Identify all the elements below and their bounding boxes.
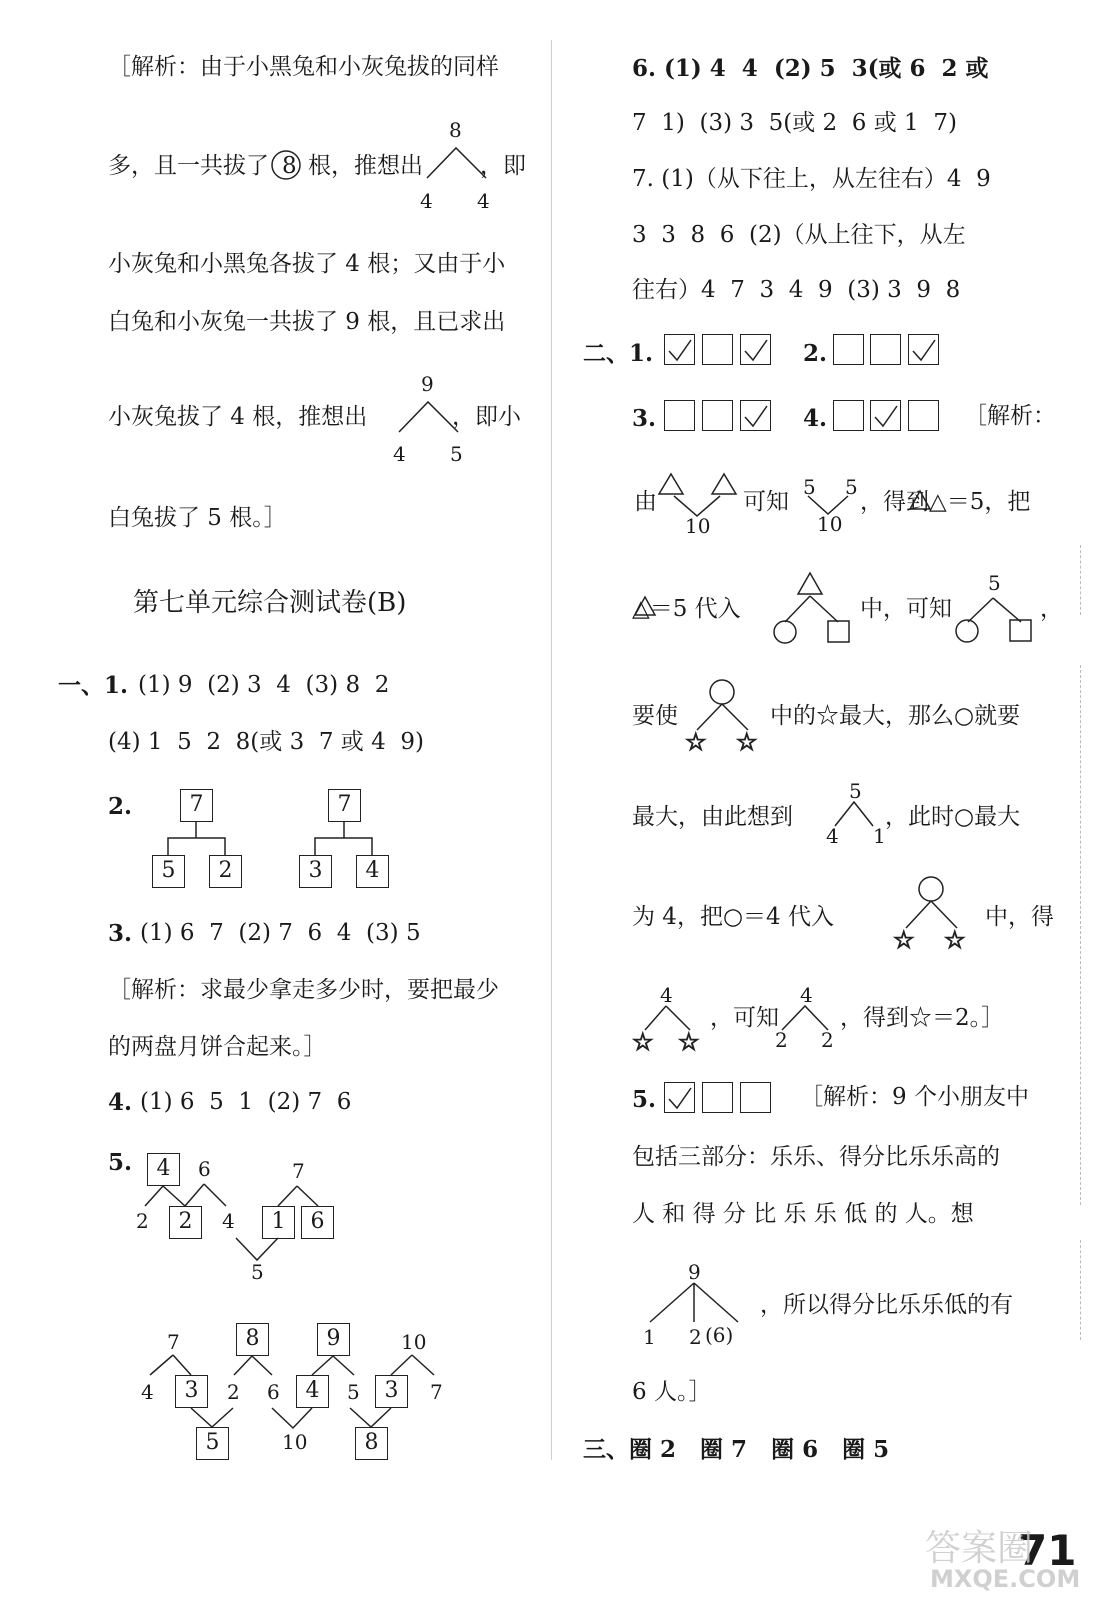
circled-number: 8 [282,153,297,179]
number-box: 1 [262,1206,295,1239]
tree-lines [650,1283,738,1322]
r6-text-a: ，可知 [710,1005,779,1031]
r1-text-c: ，得到△＝5，把 [860,489,1031,515]
number-box: 3 [299,855,332,888]
number-box: 4 [147,1153,180,1186]
r6-text-b: ，得到☆＝2。］ [840,1005,1005,1031]
section-3: 三、圈 2 圈 7 圈 6 圈 5 [583,1436,890,1463]
q3-line-3: 的两盘月饼合起来。］ [108,1034,327,1060]
number-box: 5 [152,855,185,888]
analysis-line-4: 白兔和小灰兔一共拔了 9 根，且已求出 [108,309,506,335]
q3-label: 3. [108,920,133,947]
tree-number: 2 [136,1209,149,1233]
tree-lines [906,901,957,928]
tree-number: 6 [267,1380,280,1404]
tree-lines [350,1408,391,1427]
tree-top: 9 [421,372,434,396]
analysis-line-3: 小灰兔和小黑兔各拔了 4 根；又由于小 [108,251,506,277]
q2-label: 2. [108,793,133,820]
tree-lines [191,1408,233,1427]
tree-right: 4 [477,189,490,213]
circle-icon [956,620,978,642]
number-box: 2 [209,855,242,888]
number-box: 8 [355,1427,388,1460]
margin-dash [1080,545,1081,615]
number-box: 4 [296,1375,329,1408]
checked-box [664,334,695,365]
square-icon [828,621,849,642]
number-box: 2 [169,1206,202,1239]
tree-lines [236,1238,278,1260]
star-icon: ☆ [944,926,966,954]
tree-left: 1 [643,1325,656,1349]
q1-line-1: (1) 9 (2) 3 4 (3) 8 2 [138,672,390,698]
tree-top: 8 [449,118,462,142]
tree-top: 9 [688,1260,701,1284]
column-divider [551,40,552,1460]
tree-top: 4 [800,983,813,1007]
tree-lines [312,1356,354,1375]
checked-box [740,400,771,431]
q7-line-3: 往右）4 7 3 4 9 (3) 3 9 8 [632,277,961,303]
tree-number: 4 [222,1209,235,1233]
tree-lines [785,596,838,622]
r1-text-b: 可知 [743,489,789,515]
r1-text-a: 由 [634,489,657,515]
analysis-line-2c: ，即 [480,153,526,179]
tree-number: 7 [167,1330,180,1354]
margin-dash [1080,665,1081,1205]
tree-lines [168,822,225,855]
number-box: 7 [180,789,213,822]
number-box: 9 [317,1323,350,1356]
r2-text-a: △＝5 代入 [632,596,741,622]
tree-lines [391,1355,434,1375]
tree-number: 5 [251,1260,264,1284]
tree-right: 5 [450,442,463,466]
tree-number: 10 [685,514,711,538]
tree-number: 7 [430,1380,443,1404]
tree-lines [278,1186,318,1206]
star-icon: ☆ [685,728,707,756]
tree-lines [835,802,873,826]
r3-text-a: 要使 [632,703,678,729]
q5-note: ［解析：9 个小朋友中 [800,1084,1029,1110]
tree-lines [697,704,748,730]
tree-number: 10 [282,1430,308,1454]
star-icon: ☆ [632,1028,654,1056]
star-icon: ☆ [678,1028,700,1056]
r2-text-c: ， [1040,596,1063,622]
margin-dash [1080,1240,1081,1340]
tree-lines [674,496,720,516]
tree-mid: 2 [689,1325,702,1349]
tree-lines [234,1356,272,1375]
tree-left: 4 [826,824,839,848]
r4-text-b: ，此时○最大 [885,804,1021,830]
tree-number: 5 [988,571,1001,595]
number-box: 7 [328,789,361,822]
tree-lines [782,1006,828,1030]
tree-lines [185,1184,226,1206]
tree-lines [427,148,486,178]
tree-mid-paren: (6) [705,1323,734,1347]
q6-line-1: 6. (1) 4 4 (2) 5 3(或 6 2 或 [632,55,989,82]
tree-lines [315,822,372,855]
square-icon [1010,620,1031,641]
tree-lines [145,1186,185,1206]
s2-q2-label: 2. [803,340,828,367]
checked-box [870,400,901,431]
tree-number: 5 [347,1380,360,1404]
tree-lines [399,402,458,432]
triangle-icon [712,474,736,494]
tree-lines [150,1355,191,1375]
s2-q3-label: 3. [632,405,657,432]
analysis-line-2b: 根，推想出 [308,153,423,179]
triangle-icon [798,573,822,594]
page-number: 71 [1018,1526,1077,1575]
s2-q4-label: 4. [803,405,828,432]
tree-number: 10 [817,512,843,536]
analysis-open: ［解析： [964,403,1056,429]
q7-line-1: 7. (1)（从下往上，从左往右）4 9 [632,166,991,192]
tree-right: 2 [821,1028,834,1052]
empty-box [702,1082,733,1113]
q7-line-2: 3 3 8 6 (2)（从上往下，从左 [632,222,966,248]
q5-label: 5. [108,1149,133,1176]
empty-box [740,1082,771,1113]
checked-box [740,334,771,365]
r3-text-b: 中的☆最大，那么○就要 [770,703,1021,729]
tree-left: 2 [775,1028,788,1052]
circle-icon [774,621,796,643]
empty-box [664,400,695,431]
q1-label: 一、1. [58,672,129,699]
triangle-icon [659,474,683,494]
number-box: 4 [356,855,389,888]
checked-box [664,1082,695,1113]
number-box: 6 [301,1206,334,1239]
q3-line-1: (1) 6 7 (2) 7 6 4 (3) 5 [140,920,421,946]
tree-number: 7 [292,1159,305,1183]
analysis-line-1: ［解析：由于小黑兔和小灰兔拔的同样 [108,54,499,80]
empty-box [702,334,733,365]
empty-box [833,334,864,365]
checked-box [908,334,939,365]
star-icon: ☆ [893,926,915,954]
section-title: 第七单元综合测试卷(B) [133,588,407,618]
r4-text-a: 最大，由此想到 [632,804,793,830]
q5-line-4: ，所以得分比乐乐低的有 [760,1292,1013,1318]
section-2-label: 二、1. [583,340,654,367]
s2-q5-label: 5. [632,1086,657,1113]
empty-box [702,400,733,431]
q3-line-2: ［解析：求最少拿走多少时，要把最少 [108,977,499,1003]
number-box: 5 [196,1427,229,1460]
tree-number: 10 [401,1330,427,1354]
tree-number: 4 [660,983,673,1007]
empty-box [833,400,864,431]
q5-line-2: 包括三部分：乐乐、得分比乐乐高的 [632,1144,1000,1170]
tree-number: 6 [198,1157,211,1181]
analysis-line-5b: ，即小 [452,404,521,430]
empty-box [870,334,901,365]
circle-icon [919,877,943,901]
tree-left: 4 [393,442,406,466]
tree-number: 4 [141,1380,154,1404]
tree-lines [272,1408,312,1428]
tree-number: 5 [803,475,816,499]
empty-box [908,400,939,431]
star-icon: ☆ [736,728,758,756]
watermark-url: MXQE.COM [930,1565,1081,1593]
watermark-logo: 答案圈 [925,1528,1034,1569]
q1-line-2: (4) 1 5 2 8(或 3 7 或 4 9) [108,729,424,755]
r5-text-b: 中，得 [985,904,1054,930]
analysis-line-5a: 小灰兔拔了 4 根，推想出 [108,404,368,430]
tree-right: 1 [873,824,886,848]
tree-number: 5 [845,475,858,499]
circle-icon [710,680,734,704]
analysis-line-2a: 多，且一共拔了 [108,153,269,179]
tree-left: 4 [420,189,433,213]
q4-line-1: (1) 6 5 1 (2) 7 6 [140,1089,352,1115]
q5-line-5: 6 人。］ [632,1379,712,1405]
q6-line-2: 7 1) (3) 3 5(或 2 6 或 1 7) [632,110,957,136]
analysis-line-6: 白兔拔了 5 根。］ [108,505,287,531]
q4-label: 4. [108,1089,133,1116]
tree-number: 2 [227,1380,240,1404]
tree-lines [645,1006,690,1030]
tree-top: 5 [849,779,862,803]
q5-line-3: 人 和 得 分 比 乐 乐 低 的 人。想 [632,1201,974,1227]
number-box: 3 [175,1375,208,1408]
r2-text-b: 中，可知 [860,596,952,622]
r5-text-a: 为 4，把○＝4 代入 [632,904,834,930]
number-box: 8 [236,1323,269,1356]
tree-lines [968,598,1021,622]
number-box: 3 [375,1375,408,1408]
